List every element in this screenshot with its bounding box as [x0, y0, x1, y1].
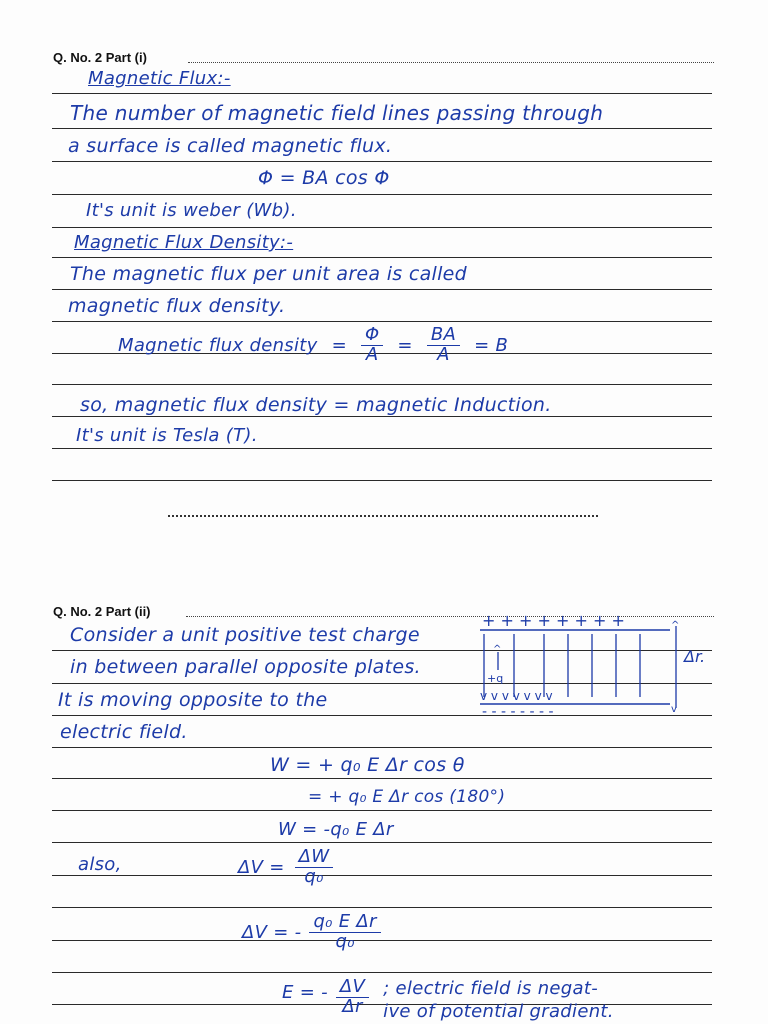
density-definition-line2: magnetic flux density. [68, 295, 286, 317]
dv-over-dr [336, 978, 369, 1017]
dv-label: ΔV = [238, 856, 285, 878]
heading-magnetic-flux: Magnetic Flux:- [88, 68, 231, 89]
q2-denominator: q₀ [335, 930, 355, 952]
section-separator [168, 515, 598, 517]
ruled-line [52, 321, 712, 322]
ruled-line [52, 747, 712, 748]
field-note-line1: ; electric field is negat- [383, 978, 599, 999]
separation-arrowhead-top: ^ [671, 620, 680, 631]
ruled-line [52, 448, 712, 449]
ruled-line [52, 93, 712, 94]
flux-formula: Φ = BA cos Φ [258, 167, 390, 189]
ba-denominator: A [437, 343, 450, 365]
ruled-line [52, 128, 712, 129]
part2-header: Q. No. 2 Part (ii) [53, 604, 151, 619]
equals-sign: = [397, 334, 413, 356]
ruled-line [52, 907, 712, 908]
equals-b: = B [474, 334, 509, 356]
tesla-unit: It's unit is Tesla (T). [76, 425, 258, 446]
part1-header: Q. No. 2 Part (i) [53, 50, 147, 65]
equals-sign: = [331, 334, 347, 356]
work-equation-1: W = + q₀ E Δr cos θ [270, 754, 465, 776]
dw-over-q [295, 848, 334, 887]
ruled-line [52, 194, 712, 195]
induction-statement: so, magnetic flux density = magnetic Induction. [80, 394, 552, 416]
ba-over-a [427, 326, 460, 365]
density-definition-line1: The magnetic flux per unit area is called [70, 263, 468, 285]
ruled-line [52, 842, 712, 843]
ruled-line [52, 161, 712, 162]
part2-line4: electric field. [60, 721, 188, 743]
heading-flux-density: Magnetic Flux Density:- [74, 232, 294, 253]
dw-numerator: ΔW [295, 848, 334, 868]
electric-field-equation [282, 978, 614, 1022]
potential-difference-eq1 [238, 848, 333, 887]
part2-line1: Consider a unit positive test charge [70, 624, 420, 646]
field-note [383, 978, 614, 1022]
field-arrowheads: v v v v v v v [480, 689, 553, 703]
charge-arrowhead: ^ [493, 644, 502, 655]
ruled-line [52, 257, 712, 258]
qer-numerator: q₀ E Δr [309, 913, 380, 933]
test-charge-label: +q [487, 672, 504, 685]
ruled-line [52, 227, 712, 228]
flux-unit: It's unit is weber (Wb). [86, 200, 297, 221]
part2-line2: in between parallel opposite plates. [70, 656, 421, 678]
ruled-line [52, 384, 712, 385]
dv-numerator: ΔV [336, 978, 369, 998]
density-equation [118, 326, 508, 365]
qer-over-q [309, 913, 380, 952]
e-label: E = - [282, 982, 328, 1003]
ruled-line [52, 972, 712, 973]
ruled-line [52, 875, 712, 876]
also-label: also, [78, 854, 122, 875]
part2-line3: It is moving opposite to the [58, 689, 328, 711]
ruled-line [52, 778, 712, 779]
q-denominator: q₀ [304, 865, 324, 887]
delta-r-label: Δr. [684, 647, 706, 666]
phi-denominator: A [365, 343, 379, 365]
work-equation-3: W = -q₀ E Δr [278, 819, 394, 840]
dr-denominator: Δr [342, 995, 363, 1017]
ruled-line [52, 289, 712, 290]
negative-plate-label: - - - - - - - - [482, 704, 554, 718]
potential-difference-eq2 [242, 913, 381, 952]
part1-header-line [188, 62, 714, 63]
separation-arrowhead-bottom: v [671, 704, 677, 715]
phi-over-a [361, 326, 383, 365]
ruled-line [52, 940, 712, 941]
plates-svg [470, 612, 730, 718]
ba-numerator: BA [427, 326, 460, 346]
work-equation-2: = + q₀ E Δr cos (180°) [308, 787, 506, 807]
phi-numerator: Φ [361, 326, 383, 346]
positive-plate-label: + + + + + + + + [482, 612, 625, 630]
ruled-line [52, 480, 712, 481]
parallel-plates-diagram [470, 612, 730, 718]
ruled-line [52, 416, 712, 417]
ruled-line [52, 810, 712, 811]
density-label: Magnetic flux density [118, 334, 318, 356]
flux-definition-line1: The number of magnetic field lines passing through [70, 101, 604, 125]
dv2-label: ΔV = - [242, 921, 302, 943]
flux-definition-line2: a surface is called magnetic flux. [68, 135, 393, 157]
field-note-line2: ive of potential gradient. [383, 1001, 614, 1022]
